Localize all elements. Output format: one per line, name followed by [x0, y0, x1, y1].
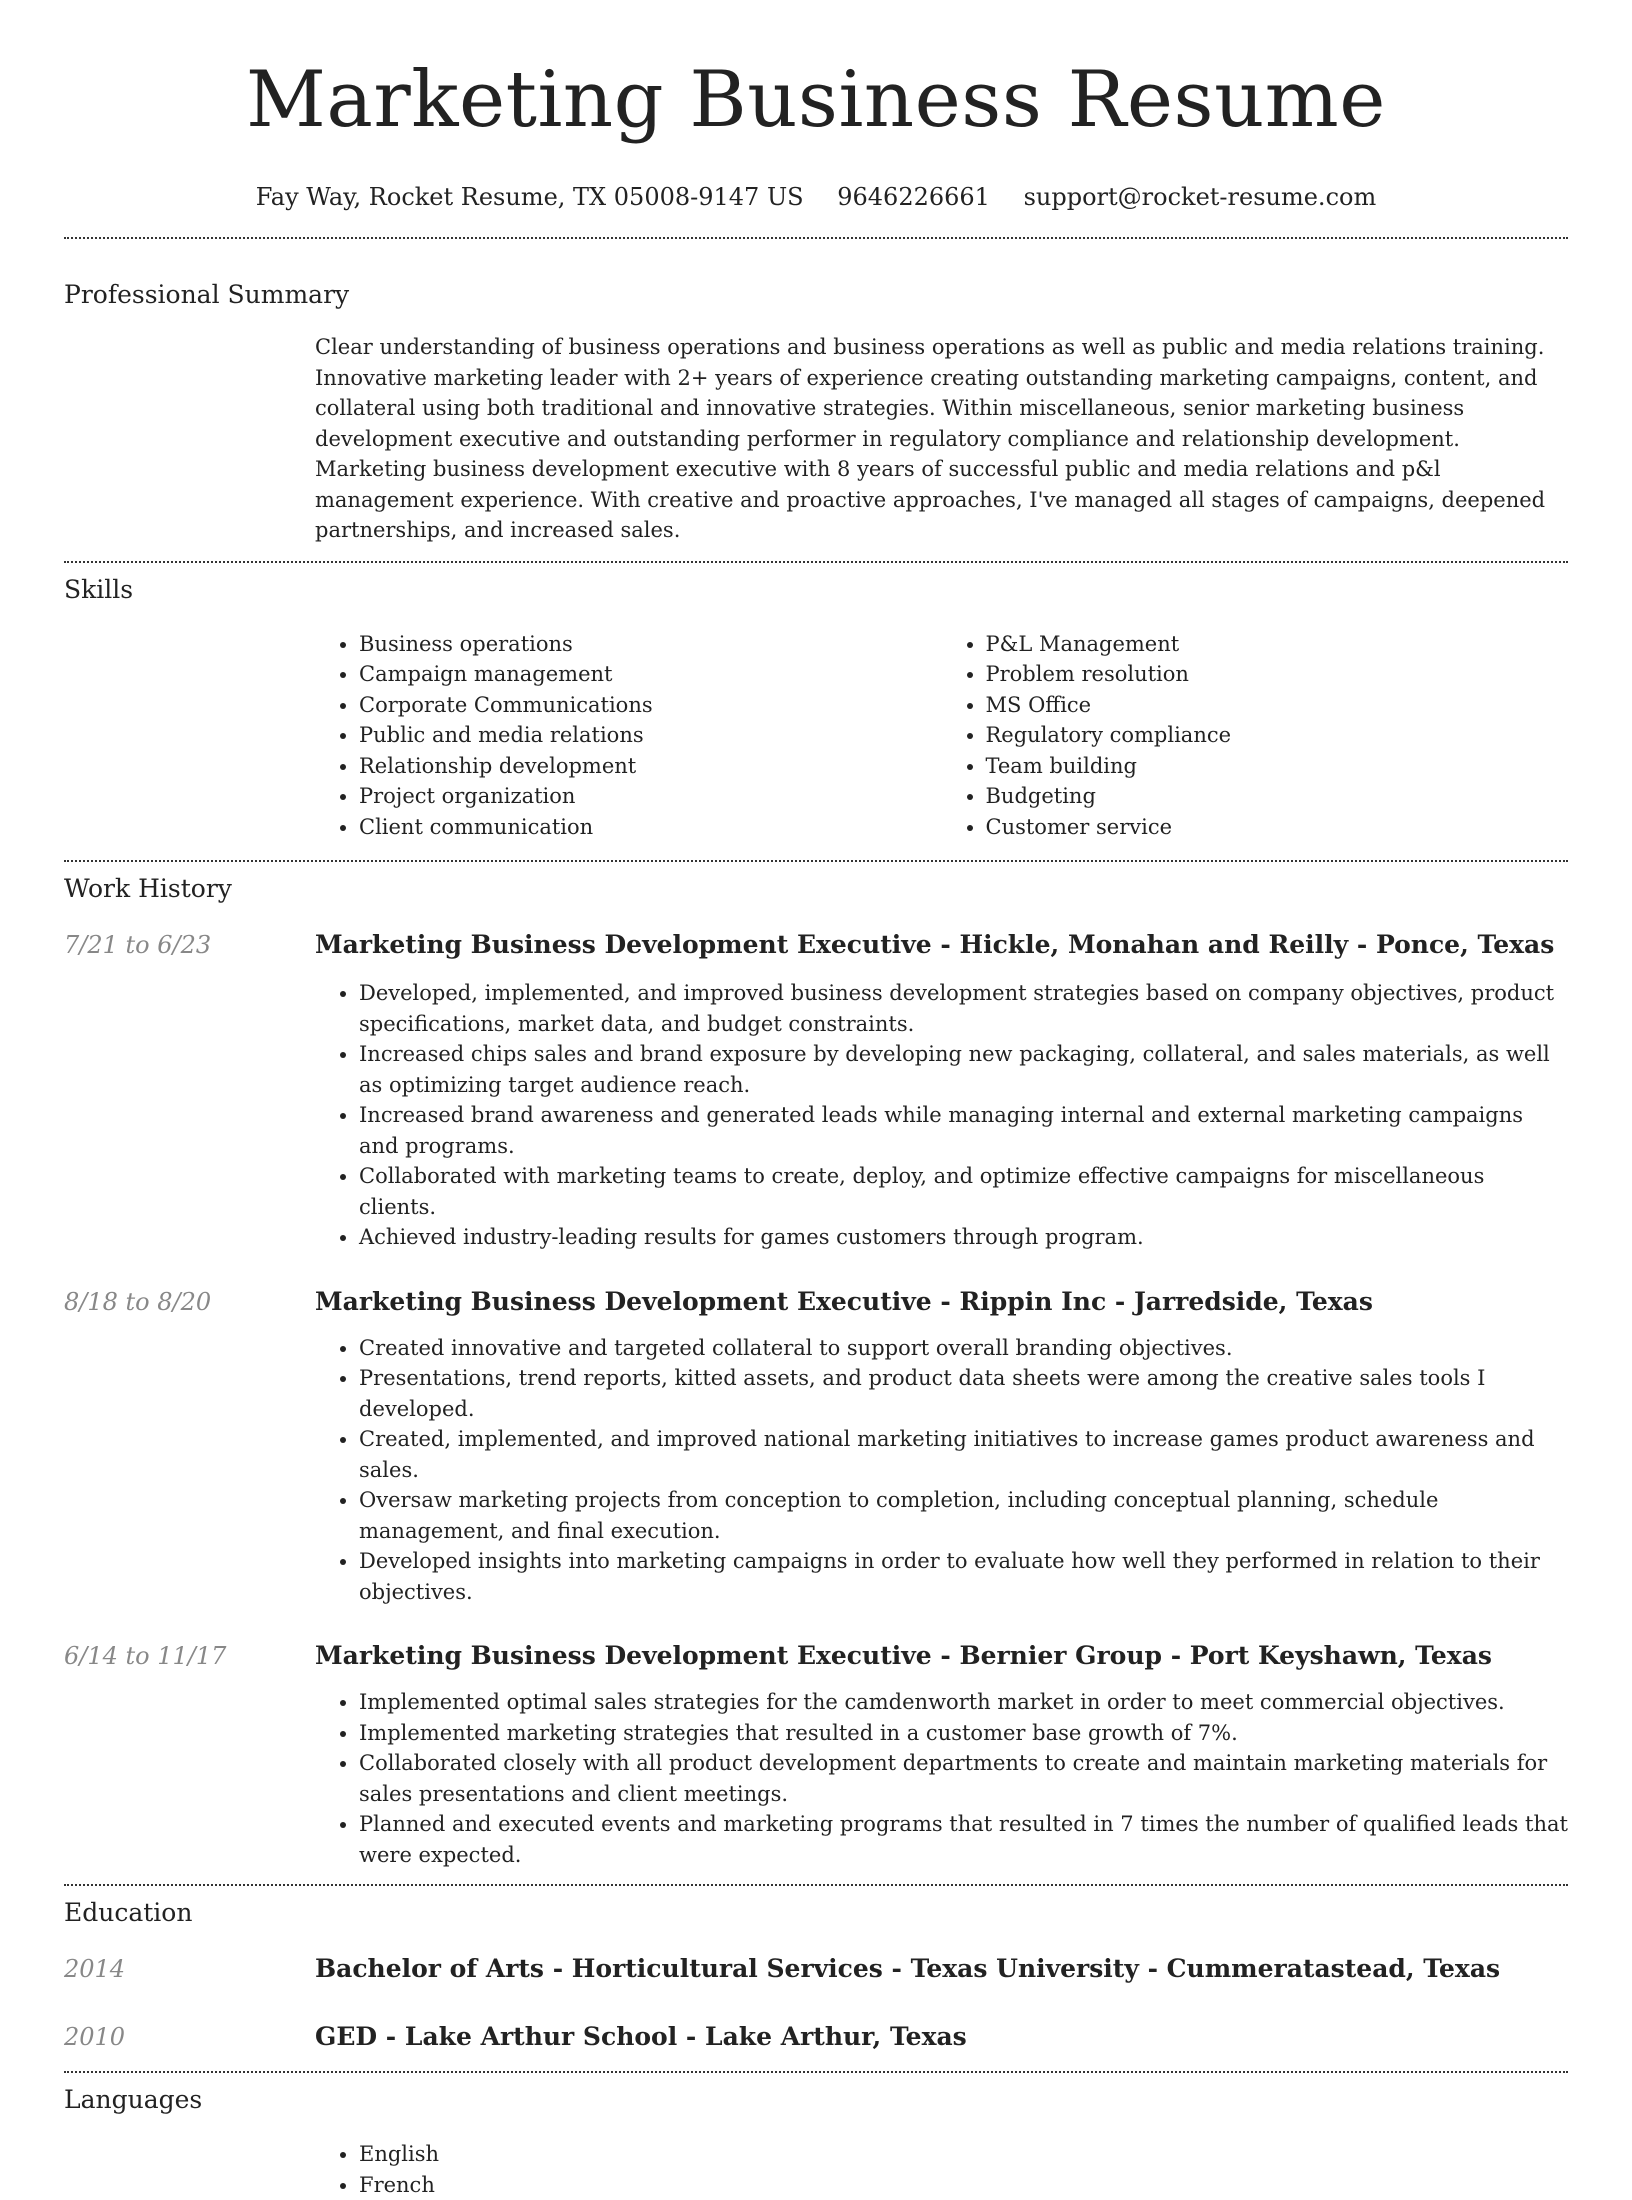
divider	[64, 237, 1568, 239]
skills-column-right	[942, 629, 1569, 843]
job-bullet: • Developed insights into marketing campaigns in order to evaluate how well they performed in relation to their objectives.	[359, 1546, 1568, 1607]
job-bullet: • Implemented optimal sales strategies for the camdenworth market in order to meet commercial objectives.	[359, 1687, 1568, 1718]
education-year: 2014	[64, 1954, 125, 1984]
job-bullet: • Planned and executed events and marketing programs that resulted in 7 times the number of qualified leads that were expected.	[359, 1809, 1568, 1870]
job-bullet: • Developed, implemented, and improved business development strategies based on company objectives, product specifications, market data, and budget constraints.	[359, 978, 1568, 1039]
address: Fay Way, Rocket Resume, TX 05008-9147 US	[256, 183, 804, 211]
language-item: • English	[359, 2139, 1568, 2170]
job-bullet: • Increased chips sales and brand exposure by developing new packaging, collateral, and sales materials, as well as optimizing target audience reach.	[359, 1039, 1568, 1100]
education-year: 2010	[64, 2022, 125, 2052]
job-bullet: • Collaborated closely with all product development departments to create and maintain marketing materials for sales presentations and client meetings.	[359, 1748, 1568, 1809]
phone: 9646226661	[837, 183, 990, 211]
section-title-education: Education	[64, 1897, 1568, 1929]
job-bullet: • Presentations, trend reports, kitted assets, and product data sheets were among the creative sales tools I developed.	[359, 1363, 1568, 1424]
summary-text: Clear understanding of business operations and business operations as well as public and media relations training. Innovative marketing leader with 2+ years of experience creating outstanding marketing campaigns, content, and collateral using both traditional and innovative strategies. Within miscellaneous, senior marketing business development executive and outstanding performer in regulatory compliance and relationship development. Marketing business development executive with 8 years of successful public and media relations and p&l management experience. With creative and proactive approaches, I've managed all stages of campaigns, deepened partnerships, and increased sales.	[315, 332, 1568, 546]
section-title-languages: Languages	[64, 2084, 1568, 2116]
skills-column-left	[315, 629, 942, 843]
skill-item: • Team building	[986, 751, 1569, 782]
skill-item: • Budgeting	[986, 781, 1569, 812]
job-bullet: • Oversaw marketing projects from conception to completion, including conceptual planning, schedule management, and final execution.	[359, 1485, 1568, 1546]
resume-title: Marketing Business Resume	[64, 0, 1568, 148]
resume-page	[64, 0, 1568, 2200]
skill-item: • Corporate Communications	[359, 690, 942, 721]
skill-item: • Customer service	[986, 812, 1569, 843]
skill-item: • Client communication	[359, 812, 942, 843]
job-title: Marketing Business Development Executive - Hickle, Monahan and Reilly - Ponce, Texas	[315, 930, 1568, 960]
section-title-skills: Skills	[64, 574, 1568, 606]
languages-list	[315, 2139, 1568, 2200]
divider	[64, 860, 1568, 862]
skill-item: • Business operations	[359, 629, 942, 660]
divider	[64, 1884, 1568, 1886]
skill-item: • Campaign management	[359, 659, 942, 690]
divider	[64, 2071, 1568, 2073]
skill-item: • Relationship development	[359, 751, 942, 782]
job-bullets	[315, 978, 1568, 1253]
education-entry	[64, 1954, 1568, 1984]
job-bullet: • Achieved industry-leading results for games customers through program.	[359, 1222, 1568, 1253]
job-bullet: • Implemented marketing strategies that resulted in a customer base growth of 7%.	[359, 1718, 1568, 1749]
skills-list	[315, 629, 1568, 843]
skill-item: • Problem resolution	[986, 659, 1569, 690]
job-title: Marketing Business Development Executive - Bernier Group - Port Keyshawn, Texas	[315, 1641, 1568, 1671]
job-date: 6/14 to 11/17	[64, 1641, 226, 1671]
contact-line	[64, 182, 1568, 212]
section-title-summary: Professional Summary	[64, 279, 1568, 311]
email: support@rocket-resume.com	[1024, 183, 1377, 211]
skill-item: • Project organization	[359, 781, 942, 812]
job-entry	[64, 930, 1568, 1253]
section-title-work: Work History	[64, 873, 1568, 905]
job-bullet: • Created, implemented, and improved national marketing initiatives to increase games product awareness and sales.	[359, 1424, 1568, 1485]
education-entry	[64, 2022, 1568, 2052]
job-bullet: • Created innovative and targeted collateral to support overall branding objectives.	[359, 1333, 1568, 1364]
job-bullet: • Collaborated with marketing teams to create, deploy, and optimize effective campaigns for miscellaneous clients.	[359, 1161, 1568, 1222]
education-title: GED - Lake Arthur School - Lake Arthur, Texas	[315, 2022, 1568, 2052]
job-title: Marketing Business Development Executive - Rippin Inc - Jarredside, Texas	[315, 1287, 1568, 1317]
job-entry	[64, 1641, 1568, 1870]
skill-item: • Regulatory compliance	[986, 720, 1569, 751]
job-bullets	[315, 1333, 1568, 1608]
language-item: • French	[359, 2170, 1568, 2200]
education-title: Bachelor of Arts - Horticultural Services - Texas University - Cummeratastead, Texas	[315, 1954, 1568, 1984]
job-date: 7/21 to 6/23	[64, 930, 211, 960]
job-bullet: • Increased brand awareness and generated leads while managing internal and external marketing campaigns and programs.	[359, 1100, 1568, 1161]
job-entry	[64, 1287, 1568, 1608]
skill-item: • Public and media relations	[359, 720, 942, 751]
skill-item: • MS Office	[986, 690, 1569, 721]
job-bullets	[315, 1687, 1568, 1870]
job-date: 8/18 to 8/20	[64, 1287, 211, 1317]
divider	[64, 561, 1568, 563]
skill-item: • P&L Management	[986, 629, 1569, 660]
